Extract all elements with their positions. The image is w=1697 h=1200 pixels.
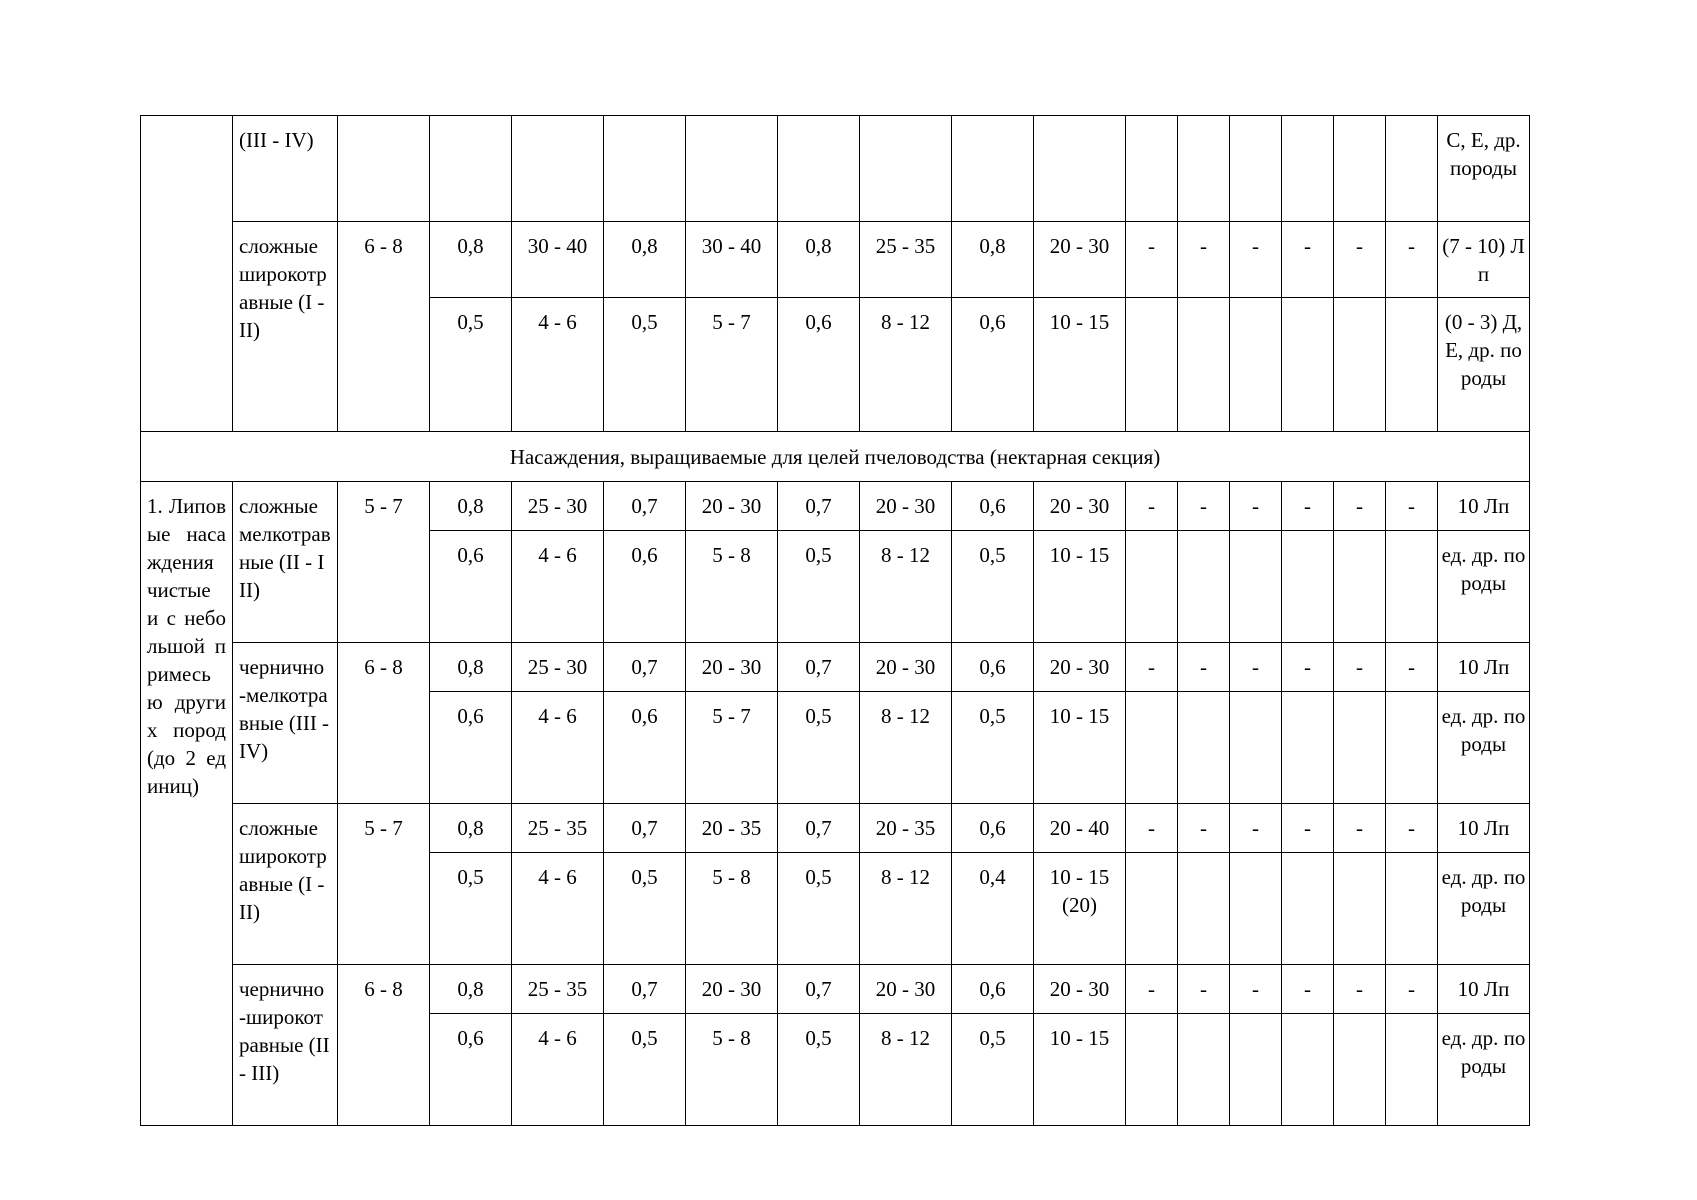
value-cell: 0,6 <box>952 298 1034 432</box>
section-row <box>141 432 1530 482</box>
empty-cell <box>1386 531 1438 643</box>
dash-cell: - <box>1230 482 1282 531</box>
value-cell: 20 - 35 <box>860 804 952 853</box>
value-cell: 0,5 <box>778 692 860 804</box>
value-cell: 0,7 <box>778 804 860 853</box>
value-cell: 5 - 8 <box>686 853 778 965</box>
dash-cell: - <box>1386 643 1438 692</box>
value-cell: 5 - 8 <box>686 1014 778 1126</box>
empty-cell <box>430 116 512 222</box>
dash-cell: - <box>1282 482 1334 531</box>
value-cell: 5 - 8 <box>686 531 778 643</box>
value-cell: 0,7 <box>604 482 686 531</box>
value-cell: 0,5 <box>430 298 512 432</box>
species-cell: 10 Лп <box>1438 643 1530 692</box>
dash-cell: - <box>1230 804 1282 853</box>
value-cell: 20 - 30 <box>686 482 778 531</box>
silviculture-table <box>140 115 1530 1126</box>
value-cell: 0,8 <box>430 222 512 298</box>
table-row <box>141 116 1530 222</box>
value-cell: 0,6 <box>430 531 512 643</box>
table-row <box>141 482 1530 531</box>
empty-cell <box>1178 1014 1230 1126</box>
empty-cell <box>1334 531 1386 643</box>
value-cell: 0,4 <box>952 853 1034 965</box>
group-name-cell: 1. Липовые насаждения чистые и с небольшой примесью других пород (до 2 единиц) <box>141 482 233 1126</box>
value-cell: 25 - 35 <box>512 804 604 853</box>
empty-cell <box>1126 298 1178 432</box>
species-cell: (7 - 10) Лп <box>1438 222 1530 298</box>
empty-cell <box>1230 116 1282 222</box>
table-row <box>141 643 1530 692</box>
value-cell: 10 - 15 <box>1034 531 1126 643</box>
value-cell: 20 - 30 <box>1034 482 1126 531</box>
value-cell: 0,6 <box>778 298 860 432</box>
value-cell: 0,7 <box>604 965 686 1014</box>
value-cell: 4 - 6 <box>512 1014 604 1126</box>
value-cell: 20 - 30 <box>860 482 952 531</box>
dash-cell: - <box>1334 482 1386 531</box>
age-cell: 6 - 8 <box>338 643 430 804</box>
value-cell: 0,6 <box>952 482 1034 531</box>
empty-cell <box>1230 298 1282 432</box>
species-cell: С, Е, др. породы <box>1438 116 1530 222</box>
empty-cell <box>1334 853 1386 965</box>
species-cell: ед. др. породы <box>1438 853 1530 965</box>
value-cell: 4 - 6 <box>512 298 604 432</box>
value-cell: 0,5 <box>778 1014 860 1126</box>
value-cell: 25 - 35 <box>512 965 604 1014</box>
value-cell: 25 - 35 <box>860 222 952 298</box>
dash-cell: - <box>1178 482 1230 531</box>
forest-type-cell: чернично-широкотравные (II - III) <box>233 965 338 1126</box>
value-cell: 0,5 <box>778 853 860 965</box>
value-cell: 10 - 15 <box>1034 298 1126 432</box>
value-cell: 0,7 <box>778 643 860 692</box>
empty-cell <box>1126 692 1178 804</box>
empty-cell <box>1334 692 1386 804</box>
value-cell: 10 - 15 <box>1034 692 1126 804</box>
empty-cell <box>1282 298 1334 432</box>
value-cell: 4 - 6 <box>512 692 604 804</box>
dash-cell: - <box>1230 965 1282 1014</box>
value-cell: 5 - 7 <box>686 298 778 432</box>
forest-type-cell: сложные широкотравные (I - II) <box>233 804 338 965</box>
dash-cell: - <box>1282 804 1334 853</box>
empty-cell <box>1126 1014 1178 1126</box>
value-cell: 0,8 <box>778 222 860 298</box>
dash-cell: - <box>1178 804 1230 853</box>
forest-type-cell: (III - IV) <box>233 116 338 222</box>
value-cell: 0,6 <box>952 804 1034 853</box>
dash-cell: - <box>1282 222 1334 298</box>
age-cell: 5 - 7 <box>338 482 430 643</box>
species-cell: ед. др. породы <box>1438 531 1530 643</box>
value-cell: 8 - 12 <box>860 298 952 432</box>
value-cell: 0,8 <box>430 482 512 531</box>
value-cell: 8 - 12 <box>860 1014 952 1126</box>
dash-cell: - <box>1126 965 1178 1014</box>
value-cell: 0,8 <box>430 965 512 1014</box>
dash-cell: - <box>1386 804 1438 853</box>
empty-cell <box>1178 531 1230 643</box>
species-cell: ед. др. породы <box>1438 1014 1530 1126</box>
empty-cell <box>1282 1014 1334 1126</box>
empty-cell <box>778 116 860 222</box>
value-cell: 20 - 35 <box>686 804 778 853</box>
dash-cell: - <box>1178 643 1230 692</box>
value-cell: 20 - 30 <box>860 643 952 692</box>
forest-type-cell: чернично-мелкотравные (III - IV) <box>233 643 338 804</box>
dash-cell: - <box>1230 643 1282 692</box>
value-cell: 0,6 <box>604 531 686 643</box>
dash-cell: - <box>1334 222 1386 298</box>
empty-cell <box>1178 298 1230 432</box>
dash-cell: - <box>1282 643 1334 692</box>
empty-cell <box>1230 692 1282 804</box>
dash-cell: - <box>1178 965 1230 1014</box>
empty-cell <box>512 116 604 222</box>
dash-cell: - <box>1282 965 1334 1014</box>
dash-cell: - <box>1178 222 1230 298</box>
empty-cell <box>1334 298 1386 432</box>
age-cell: 6 - 8 <box>338 965 430 1126</box>
section-title: Насаждения, выращиваемые для целей пчеловодства (нектарная секция) <box>141 432 1530 482</box>
value-cell: 0,5 <box>604 298 686 432</box>
forest-type-cell: сложные широкотравные (I - II) <box>233 222 338 432</box>
value-cell: 0,6 <box>430 1014 512 1126</box>
value-cell: 25 - 30 <box>512 643 604 692</box>
value-cell: 20 - 40 <box>1034 804 1126 853</box>
value-cell: 0,5 <box>778 531 860 643</box>
value-cell: 25 - 30 <box>512 482 604 531</box>
value-cell: 0,6 <box>604 692 686 804</box>
empty-cell <box>1334 116 1386 222</box>
value-cell: 0,5 <box>952 692 1034 804</box>
empty-cell <box>1230 531 1282 643</box>
empty-cell <box>338 116 430 222</box>
empty-cell <box>1230 1014 1282 1126</box>
value-cell: 0,5 <box>604 1014 686 1126</box>
value-cell: 20 - 30 <box>1034 643 1126 692</box>
empty-cell <box>1178 116 1230 222</box>
value-cell: 0,6 <box>952 965 1034 1014</box>
table-row <box>141 804 1530 853</box>
empty-cell <box>604 116 686 222</box>
value-cell: 0,5 <box>952 531 1034 643</box>
table-row <box>141 965 1530 1014</box>
dash-cell: - <box>1386 965 1438 1014</box>
empty-cell <box>1386 116 1438 222</box>
empty-cell <box>1178 692 1230 804</box>
species-cell: 10 Лп <box>1438 804 1530 853</box>
value-cell: 0,8 <box>430 643 512 692</box>
value-cell: 30 - 40 <box>686 222 778 298</box>
value-cell: 0,6 <box>952 643 1034 692</box>
value-cell: 10 - 15 <box>1034 1014 1126 1126</box>
dash-cell: - <box>1334 804 1386 853</box>
species-cell: 10 Лп <box>1438 482 1530 531</box>
empty-cell <box>1034 116 1126 222</box>
empty-cell <box>1282 692 1334 804</box>
dash-cell: - <box>1386 482 1438 531</box>
value-cell: 20 - 30 <box>686 965 778 1014</box>
value-cell: 10 - 15 (20) <box>1034 853 1126 965</box>
value-cell: 8 - 12 <box>860 531 952 643</box>
species-cell: (0 - 3) Д, Е, др. породы <box>1438 298 1530 432</box>
age-cell: 5 - 7 <box>338 804 430 965</box>
dash-cell: - <box>1334 643 1386 692</box>
empty-cell <box>1386 1014 1438 1126</box>
table-row <box>141 222 1530 298</box>
empty-cell <box>686 116 778 222</box>
value-cell: 0,8 <box>952 222 1034 298</box>
species-cell: 10 Лп <box>1438 965 1530 1014</box>
empty-cell <box>1386 692 1438 804</box>
empty-cell <box>860 116 952 222</box>
empty-cell <box>1126 531 1178 643</box>
empty-cell <box>1282 531 1334 643</box>
empty-cell <box>952 116 1034 222</box>
value-cell: 4 - 6 <box>512 853 604 965</box>
value-cell: 5 - 7 <box>686 692 778 804</box>
empty-cell <box>1230 853 1282 965</box>
dash-cell: - <box>1126 804 1178 853</box>
empty-cell <box>1178 853 1230 965</box>
dash-cell: - <box>1386 222 1438 298</box>
value-cell: 0,7 <box>604 643 686 692</box>
empty-group-cell <box>141 116 233 432</box>
value-cell: 0,8 <box>430 804 512 853</box>
dash-cell: - <box>1126 643 1178 692</box>
empty-cell <box>1282 116 1334 222</box>
value-cell: 4 - 6 <box>512 531 604 643</box>
empty-cell <box>1386 853 1438 965</box>
value-cell: 0,7 <box>778 965 860 1014</box>
dash-cell: - <box>1126 482 1178 531</box>
species-cell: ед. др. породы <box>1438 692 1530 804</box>
value-cell: 30 - 40 <box>512 222 604 298</box>
value-cell: 0,6 <box>430 692 512 804</box>
value-cell: 0,7 <box>604 804 686 853</box>
empty-cell <box>1386 298 1438 432</box>
value-cell: 20 - 30 <box>1034 965 1126 1014</box>
value-cell: 0,8 <box>604 222 686 298</box>
empty-cell <box>1126 116 1178 222</box>
age-cell: 6 - 8 <box>338 222 430 432</box>
value-cell: 0,5 <box>604 853 686 965</box>
empty-cell <box>1126 853 1178 965</box>
value-cell: 20 - 30 <box>860 965 952 1014</box>
dash-cell: - <box>1230 222 1282 298</box>
value-cell: 8 - 12 <box>860 853 952 965</box>
forest-type-cell: сложные мелкотравные (II - III) <box>233 482 338 643</box>
value-cell: 20 - 30 <box>686 643 778 692</box>
value-cell: 0,7 <box>778 482 860 531</box>
dash-cell: - <box>1334 965 1386 1014</box>
empty-cell <box>1334 1014 1386 1126</box>
value-cell: 20 - 30 <box>1034 222 1126 298</box>
value-cell: 0,5 <box>430 853 512 965</box>
empty-cell <box>1282 853 1334 965</box>
value-cell: 0,5 <box>952 1014 1034 1126</box>
dash-cell: - <box>1126 222 1178 298</box>
value-cell: 8 - 12 <box>860 692 952 804</box>
